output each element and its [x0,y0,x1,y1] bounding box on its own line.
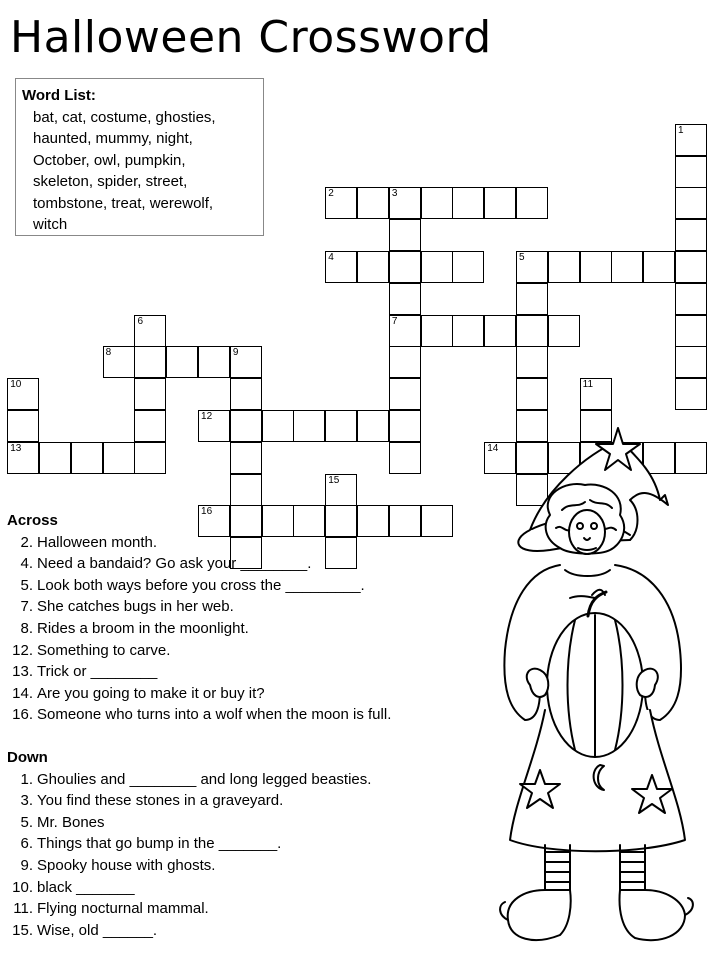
crossword-cell[interactable] [389,410,421,442]
clue-number: 13. [12,663,33,681]
crossword-cell[interactable] [103,346,135,378]
down-clue [7,877,371,899]
crossword-cell[interactable] [580,251,612,283]
clue-text: Things that go bump in the _______. [37,835,282,853]
crossword-cell[interactable] [7,410,39,442]
crossword-cell[interactable] [39,442,71,474]
clue-text: She catches bugs in her web. [37,598,234,616]
crossword-cell[interactable] [516,346,548,378]
clue-number-label: 10 [10,379,22,391]
clue-number-label: 3 [391,188,398,200]
crossword-cell[interactable] [675,187,707,219]
across-clue [7,661,391,683]
word-list-line: haunted, mummy, night, [33,130,193,147]
down-clue [7,855,371,877]
across-heading: Across [7,512,58,529]
crossword-cell[interactable] [389,346,421,378]
crossword-cell[interactable] [103,442,135,474]
crossword-cell[interactable] [389,378,421,410]
clue-number: 11. [13,900,33,918]
clue-number-label: 11 [582,379,594,391]
word-list-line: skeleton, spider, street, [33,173,188,190]
clue-number: 5. [20,576,33,594]
crossword-cell[interactable] [389,283,421,315]
clue-text: Ghoulies and ________ and long legged beasties. [37,770,372,788]
clue-text: Rides a broom in the moonlight. [37,619,249,637]
crossword-cell[interactable] [675,346,707,378]
clue-number-label: 1 [678,124,684,136]
crossword-cell[interactable] [325,187,357,219]
clue-number-label: 6 [137,315,143,327]
crossword-cell[interactable] [421,187,453,219]
crossword-cell[interactable] [675,378,707,410]
crossword-cell[interactable] [357,251,389,283]
clue-number-label: 16 [201,506,213,518]
clue-text: You find these stones in a graveyard. [37,792,284,810]
clue-number: 1. [20,770,33,788]
crossword-cell[interactable] [7,378,39,410]
crossword-cell[interactable] [325,474,357,506]
word-list-line: bat, cat, costume, ghosties, [33,108,216,126]
across-clue [7,553,391,575]
crossword-cell[interactable] [357,187,389,219]
crossword-cell[interactable] [293,410,325,442]
crossword-cell[interactable] [7,442,39,474]
clue-number-label: 2 [328,188,334,200]
word-list-line: tombstone, treat, werewolf, [33,194,214,212]
clue-text: Need a bandaid? Go ask your ________. [37,555,312,573]
crossword-cell[interactable] [643,251,675,283]
crossword-cell[interactable] [134,346,166,378]
across-clue [7,640,391,662]
clue-number-label: 15 [328,474,340,486]
crossword-cell[interactable] [325,410,357,442]
clue-number: 7. [20,598,33,616]
clue-number-label: 7 [391,315,398,327]
clue-number-label: 8 [105,347,112,359]
crossword-cell[interactable] [516,283,548,315]
clue-number: 14. [12,684,33,702]
clue-number: 9. [20,856,33,874]
down-clue [7,769,371,791]
clue-number: 12. [12,641,33,659]
clue-number-label: 5 [519,252,525,264]
crossword-cell[interactable] [421,505,453,537]
crossword-cell[interactable] [198,346,230,378]
word-list-line: witch [33,216,68,233]
crossword-cell[interactable] [262,410,294,442]
crossword-cell[interactable] [134,410,166,442]
crossword-cell[interactable] [675,124,707,156]
crossword-cell[interactable] [134,378,166,410]
clue-number-label: 12 [201,411,213,423]
clue-text: Are you going to make it or buy it? [37,684,265,702]
crossword-cell[interactable] [71,442,103,474]
witch-illustration [490,420,715,955]
crossword-cell[interactable] [675,283,707,315]
crossword-cell[interactable] [675,315,707,347]
crossword-cell[interactable] [230,410,262,442]
word-list-line: October, owl, pumpkin, [33,151,186,169]
down-heading: Down [7,749,48,766]
clue-text: Mr. Bones [37,813,105,831]
crossword-cell[interactable] [421,315,453,347]
crossword-cell[interactable] [325,251,357,283]
across-clues [7,510,391,726]
across-clue [7,704,391,726]
crossword-cell[interactable] [611,251,643,283]
crossword-cell[interactable] [389,219,421,251]
clue-text: black _______ [37,878,135,896]
crossword-cell[interactable] [389,442,421,474]
crossword-cell[interactable] [452,187,484,219]
across-clue [7,532,391,554]
crossword-cell[interactable] [198,410,230,442]
crossword-cell[interactable] [484,315,516,347]
down-clue [7,833,371,855]
crossword-cell[interactable] [389,187,421,219]
clue-text: Spooky house with ghosts. [37,856,216,874]
clue-text: Something to carve. [37,641,171,659]
crossword-cell[interactable] [134,442,166,474]
clue-text: Someone who turns into a wolf when the moon is full. [37,706,392,724]
clue-text: Halloween month. [37,533,158,551]
clue-number: 6. [20,835,33,853]
crossword-cell[interactable] [230,378,262,410]
crossword-cell[interactable] [421,251,453,283]
clue-text: Flying nocturnal mammal. [37,900,209,918]
down-clue [7,898,371,920]
crossword-cell[interactable] [516,378,548,410]
down-clue [7,920,371,942]
clue-text: Look both ways before you cross the _________. [37,576,365,594]
crossword-cell[interactable] [484,187,516,219]
crossword-cell[interactable] [230,474,262,506]
clue-number-label: 4 [328,252,334,264]
word-list-heading: Word List: [22,87,96,104]
crossword-cell[interactable] [230,346,262,378]
clue-text: Wise, old ______. [37,921,158,939]
down-clue [7,812,371,834]
crossword-cell[interactable] [516,315,548,347]
clue-number: 2. [20,533,33,551]
crossword-cell[interactable] [166,346,198,378]
clue-number: 4. [20,555,33,573]
crossword-cell[interactable] [452,315,484,347]
clue-number: 8. [20,619,33,637]
clue-number-label: 14 [487,442,499,454]
crossword-cell[interactable] [675,251,707,283]
across-clue [7,618,391,640]
crossword-cell[interactable] [548,251,580,283]
down-clue [7,790,371,812]
crossword-cell[interactable] [389,315,421,347]
down-clues [7,747,371,941]
clue-number: 5. [20,813,33,831]
clue-number: 15. [12,921,33,939]
crossword-cell[interactable] [389,505,421,537]
crossword-cell[interactable] [134,315,166,347]
crossword-cell[interactable] [516,187,548,219]
across-clue [7,683,391,705]
crossword-cell[interactable] [580,378,612,410]
crossword-cell[interactable] [357,410,389,442]
across-clue [7,575,391,597]
crossword-cell[interactable] [548,315,580,347]
crossword-cell[interactable] [516,251,548,283]
clue-number-label: 13 [10,442,22,454]
crossword-cell[interactable] [389,251,421,283]
crossword-cell[interactable] [675,156,707,188]
clue-text: Trick or ________ [37,663,158,681]
across-clue [7,596,391,618]
clue-number: 3. [20,792,33,810]
clue-number-label: 9 [232,347,239,359]
clue-number: 16. [12,706,33,724]
page-title: Halloween Crossword [10,12,492,63]
crossword-cell[interactable] [230,442,262,474]
crossword-cell[interactable] [675,219,707,251]
clue-number: 10. [12,878,33,896]
crossword-cell[interactable] [452,251,484,283]
